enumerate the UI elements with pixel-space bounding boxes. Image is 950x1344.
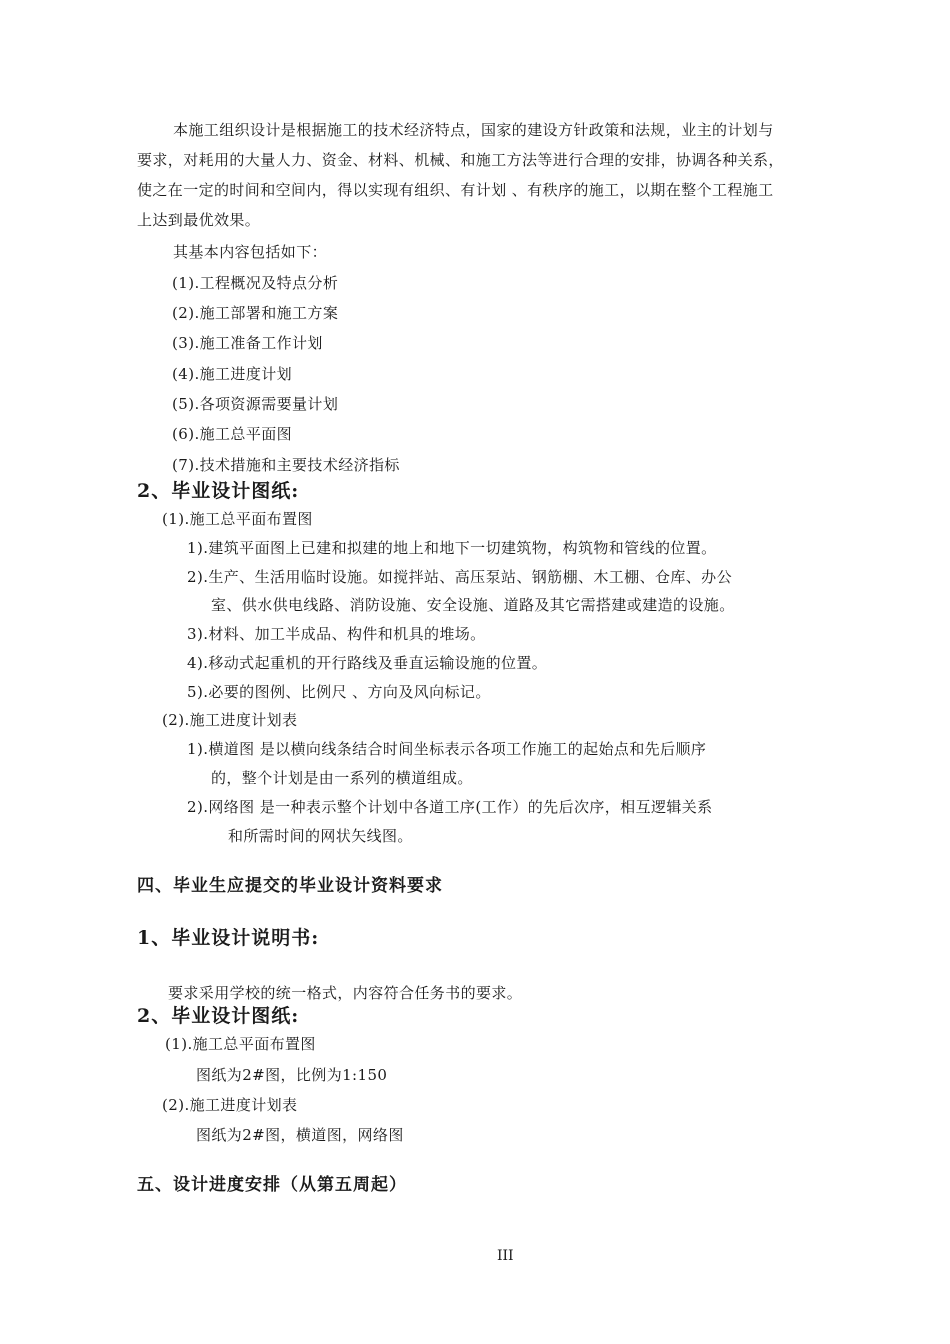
contents-item: (5).各项资源需要量计划 [172, 395, 339, 413]
contents-intro: 其基本内容包括如下： [173, 243, 328, 261]
intro-line-1: 本施工组织设计是根据施工的技术经济特点，国家的建设方针政策和法规，业主的计划与 [173, 121, 774, 139]
intro-line-4: 上达到最优效果。 [137, 211, 261, 229]
contents-item: (4).施工进度计划 [172, 365, 293, 383]
drawing-requirement-title: (1).施工总平面布置图 [165, 1035, 316, 1053]
section-heading-5: 五、设计进度安排（从第五周起） [137, 1175, 407, 1195]
drawings-point-continued: 和所需时间的网状矢线图。 [228, 827, 413, 845]
drawing-requirement-text: 图纸为2#图，比例为1:150 [196, 1066, 388, 1084]
drawings-point: 5).必要的图例、比例尺 、方向及风向标记。 [187, 683, 491, 701]
drawings-point-continued: 的，整个计划是由一系列的横道组成。 [211, 769, 473, 787]
subheading-drawings: 2、毕业设计图纸: [137, 1005, 300, 1027]
drawings-item-title: (1).施工总平面布置图 [162, 510, 313, 528]
section-heading-4: 四、毕业生应提交的毕业设计资料要求 [137, 876, 443, 896]
intro-line-3: 使之在一定的时间和空间内，得以实现有组织、有计划 、有秩序的施工，以期在整个工程施工 [137, 181, 774, 199]
drawings-point: 3).材料、加工半成品、构件和机具的堆场。 [187, 625, 486, 643]
drawing-requirement-title: (2).施工进度计划表 [162, 1096, 298, 1114]
drawing-requirement-text: 图纸为2#图，横道图，网络图 [196, 1126, 404, 1144]
subheading-manual: 1、毕业设计说明书: [137, 927, 320, 949]
contents-item: (3).施工准备工作计划 [172, 334, 323, 352]
contents-item: (7).技术措施和主要技术经济指标 [172, 456, 400, 474]
intro-line-2: 要求，对耗用的大量人力、资金、材料、机械、和施工方法等进行合理的安排，协调各种关系， [137, 151, 784, 169]
contents-item: (6).施工总平面图 [172, 425, 293, 443]
manual-requirement: 要求采用学校的统一格式，内容符合任务书的要求。 [168, 984, 523, 1002]
drawings-point: 2).网络图 是一种表示整个计划中各道工序(工作）的先后次序，相互逻辑关系 [187, 798, 713, 816]
contents-item: (1).工程概况及特点分析 [172, 274, 339, 292]
drawings-point: 4).移动式起重机的开行路线及垂直运输设施的位置。 [187, 654, 548, 672]
drawings-item-title: (2).施工进度计划表 [162, 711, 298, 729]
drawings-point: 1).横道图 是以横向线条结合时间坐标表示各项工作施工的起始点和先后顺序 [187, 740, 707, 758]
page-number: III [497, 1248, 514, 1264]
section-heading-drawings: 2、毕业设计图纸: [137, 480, 300, 502]
contents-item: (2).施工部署和施工方案 [172, 304, 339, 322]
drawings-point: 1).建筑平面图上已建和拟建的地上和地下一切建筑物，构筑物和管线的位置。 [187, 539, 717, 557]
drawings-point-continued: 室、供水供电线路、消防设施、安全设施、道路及其它需搭建或建造的设施。 [211, 596, 735, 614]
drawings-point: 2).生产、生活用临时设施。如搅拌站、高压泵站、钢筋棚、木工棚、仓库、办公 [187, 568, 732, 586]
